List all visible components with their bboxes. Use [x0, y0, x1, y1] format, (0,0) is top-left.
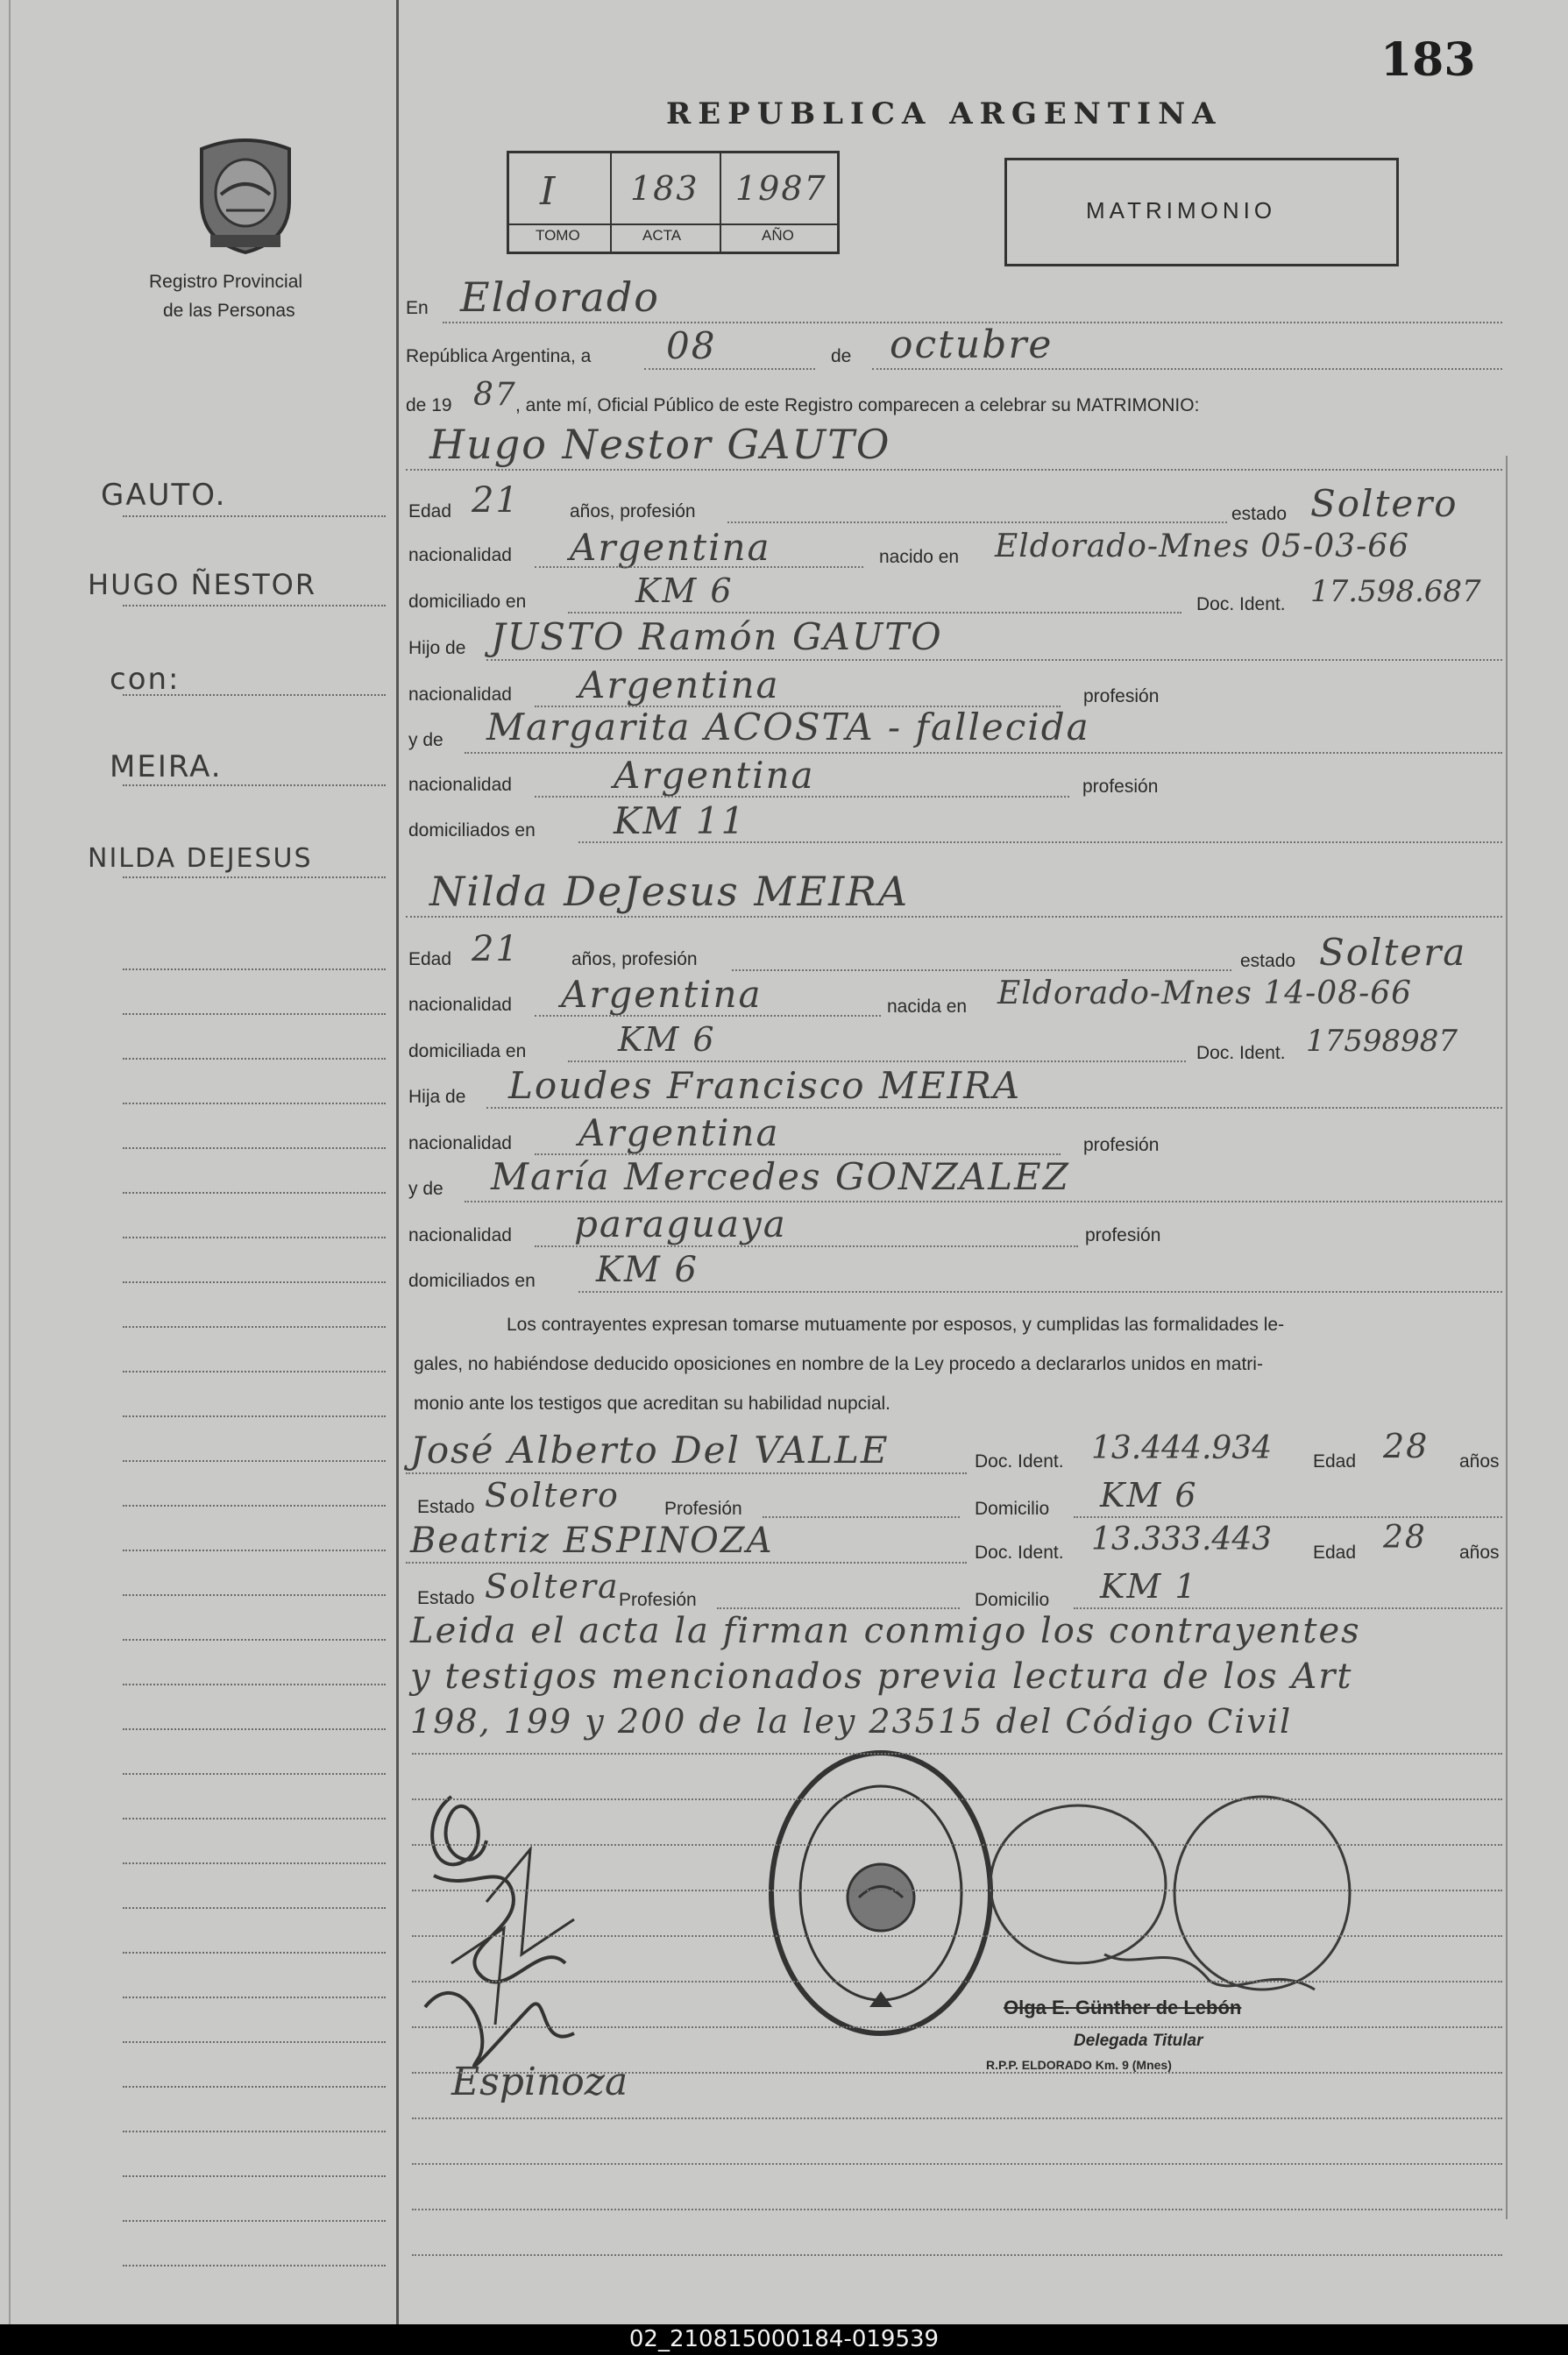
bride-estado-label: estado — [1240, 951, 1296, 971]
bride-nacionalidad: Argentina — [561, 973, 763, 1016]
witness2-edad-label: Edad — [1313, 1543, 1357, 1563]
declaration-line-1: Los contrayentes expresan tomarse mutuamente por esposos, y cumplidas las formalidades le- — [507, 1315, 1285, 1335]
margin-rule — [123, 1415, 386, 1417]
margin-note-bride-given-names: NILDA DEJESUS — [88, 843, 313, 874]
bride-doc-label: Doc. Ident. — [1196, 1043, 1286, 1063]
groom-padre-nac: Argentina — [578, 663, 780, 706]
groom-domiciliados-label: domiciliados en — [408, 820, 536, 841]
witness1-name: José Alberto Del VALLE — [410, 1429, 890, 1472]
groom-doc-label: Doc. Ident. — [1196, 594, 1286, 614]
witness1-edad-label: Edad — [1313, 1451, 1357, 1472]
closing-line-2: y testigos mencionados previa lectura de los Art — [410, 1656, 1353, 1697]
bride-domiciliada-label: domiciliada en — [408, 1041, 527, 1061]
margin-rule — [123, 1460, 386, 1462]
bride-padre: Loudes Francisco MEIRA — [508, 1064, 1022, 1107]
bride-madre-nac: paraguaya — [574, 1202, 787, 1245]
tomo-value: I — [540, 169, 557, 214]
anio-value: 1987 — [735, 169, 827, 208]
bride-profesion-label: profesión — [1083, 1135, 1160, 1155]
margin-rule — [123, 1550, 386, 1551]
margin-rule — [123, 1281, 386, 1283]
page-rule — [412, 1935, 1502, 1937]
margin-rule — [123, 1594, 386, 1596]
groom-y-de-label: y de — [408, 730, 443, 750]
de19-label: de 19 — [406, 395, 452, 415]
margin-rule — [123, 1192, 386, 1194]
witness2-domicilio-label: Domicilio — [975, 1590, 1050, 1610]
bride-doc: 17598987 — [1306, 1024, 1458, 1059]
record-number-box — [507, 151, 840, 254]
en-label: En — [406, 298, 429, 318]
margin-rule — [123, 1684, 386, 1685]
page-rule — [412, 2026, 1502, 2028]
acta-value: 183 — [630, 169, 699, 208]
margin-note-bride-surname: MEIRA. — [110, 749, 223, 784]
bride-nacionalidad-label: nacionalidad — [408, 995, 512, 1015]
right-border — [1506, 456, 1508, 2219]
groom-estado: Soltero — [1310, 482, 1458, 525]
tomo-label: TOMO — [536, 227, 580, 244]
groom-nacido: Eldorado-Mnes 05-03-66 — [995, 528, 1410, 564]
bride-hija-label: Hija de — [408, 1087, 466, 1107]
groom-edad: 21 — [472, 480, 520, 521]
margin-rule — [123, 2265, 386, 2266]
page-rule — [412, 2117, 1502, 2119]
margin-rule — [123, 1997, 386, 1998]
margin-rule — [123, 1237, 386, 1238]
declaration-line-3: monio ante los testigos que acreditan su habilidad nupcial. — [414, 1394, 891, 1414]
groom-nacionalidad: Argentina — [570, 526, 771, 569]
margin-rule — [123, 2175, 386, 2177]
province-coat-of-arms-icon — [193, 131, 298, 254]
groom-anos-profesion-label: años, profesión — [570, 501, 696, 521]
groom-madre-nac: Argentina — [614, 754, 815, 797]
witness2-profesion-label: Profesión — [619, 1590, 697, 1610]
margin-rule — [123, 1728, 386, 1730]
bride-edad-label: Edad — [408, 949, 452, 969]
margin-rule — [123, 1862, 386, 1864]
page-rule — [412, 1981, 1502, 1983]
margin-rule — [123, 1952, 386, 1954]
margin-rule — [123, 1818, 386, 1819]
bride-nacida: Eldorado-Mnes 14-08-66 — [997, 975, 1413, 1011]
margin-rule — [123, 2041, 386, 2043]
record-type: MATRIMONIO — [1086, 197, 1277, 223]
witness1-domicilio: KM 6 — [1100, 1476, 1198, 1514]
witness2-estado: Soltera — [485, 1567, 620, 1606]
page-rule — [412, 1890, 1502, 1891]
bride-madre-nac-label: nacionalidad — [408, 1225, 512, 1245]
margin-rule — [123, 1058, 386, 1060]
margin-rule — [123, 2086, 386, 2088]
bride-padre-nac: Argentina — [578, 1111, 780, 1154]
witness1-estado: Soltero — [485, 1476, 620, 1514]
witness2-estado-label: Estado — [417, 1588, 475, 1608]
day: 08 — [666, 324, 717, 367]
groom-estado-label: estado — [1231, 504, 1288, 524]
margin-rule — [123, 1639, 386, 1641]
page-rule — [412, 2209, 1502, 2210]
margin-rule — [123, 1773, 386, 1775]
bride-anos-profesion-label: años, profesión — [571, 949, 698, 969]
witness1-doc-label: Doc. Ident. — [975, 1451, 1064, 1472]
witness1-edad: 28 — [1383, 1427, 1430, 1465]
groom-domiciliados: KM 11 — [614, 799, 747, 842]
witness2-doc-label: Doc. Ident. — [975, 1543, 1064, 1563]
bride-profesion2-label: profesión — [1085, 1225, 1161, 1245]
witness1-estado-label: Estado — [417, 1497, 475, 1517]
declaration-line-2: gales, no habiéndose deducido oposiciones en nombre de la Ley procedo a declararlos unidos en matri- — [414, 1354, 1263, 1374]
official-title: Delegada Titular — [1074, 2032, 1203, 2050]
margin-rule — [123, 1326, 386, 1328]
office-line-2: de las Personas — [163, 301, 295, 321]
record-type-box — [1004, 158, 1399, 266]
witness2-domicilio: KM 1 — [1100, 1567, 1198, 1606]
witness2-name: Beatriz ESPINOZA — [410, 1521, 774, 1561]
office-line-1: Registro Provincial — [149, 272, 303, 292]
groom-name: Hugo Nestor GAUTO — [429, 421, 891, 468]
witness1-anos-label: años — [1459, 1451, 1500, 1472]
bride-domiciliados: KM 6 — [596, 1250, 699, 1290]
page-rule — [412, 2072, 1502, 2074]
witness2-anos-label: años — [1459, 1543, 1500, 1563]
comparecen-text: , ante mí, Oficial Público de este Registro comparecen a celebrar su MATRIMONIO: — [515, 395, 1200, 415]
de-label: de — [831, 346, 852, 366]
margin-note-con: con: — [110, 662, 181, 697]
margin-rule — [123, 1103, 386, 1104]
witness1-doc: 13.444.934 — [1091, 1430, 1273, 1466]
margin-note-surname: GAUTO. — [101, 478, 227, 513]
groom-nacionalidad-label: nacionalidad — [408, 545, 512, 565]
groom-profesion2-label: profesión — [1082, 777, 1159, 797]
official-office: R.P.P. ELDORADO Km. 9 (Mnes) — [986, 2058, 1172, 2072]
groom-profesion-label: profesión — [1083, 686, 1160, 706]
groom-edad-label: Edad — [408, 501, 452, 521]
anio-label: AÑO — [762, 227, 794, 244]
margin-rule — [123, 1907, 386, 1909]
groom-padre-nac-label: nacionalidad — [408, 685, 512, 705]
margin-note-given-names: HUGO ÑESTOR — [88, 568, 317, 601]
margin-rule — [123, 2131, 386, 2132]
groom-hijo-label: Hijo de — [408, 638, 466, 658]
groom-domicilio: KM 6 — [635, 571, 734, 610]
year-suffix: 87 — [473, 377, 517, 413]
bride-padre-nac-label: nacionalidad — [408, 1133, 512, 1153]
page-number: 183 — [1380, 33, 1476, 87]
month: octubre — [890, 323, 1054, 367]
official-name: Olga E. Günther de Lebón — [1004, 1997, 1242, 2018]
groom-madre-nac-label: nacionalidad — [408, 775, 512, 795]
bride-y-de-label: y de — [408, 1179, 443, 1199]
margin-rule — [123, 1147, 386, 1149]
groom-padre: JUSTO Ramón GAUTO — [491, 615, 943, 658]
page-rule — [412, 2163, 1502, 2165]
acta-label: ACTA — [642, 227, 682, 244]
margin-rule — [123, 1505, 386, 1507]
witness1-domicilio-label: Domicilio — [975, 1499, 1050, 1519]
city: Eldorado — [460, 273, 660, 321]
bride-domicilio: KM 6 — [618, 1020, 716, 1059]
republica-label: República Argentina, a — [406, 346, 592, 366]
bride-madre: María Mercedes GONZALEZ — [491, 1155, 1070, 1198]
bride-domiciliados-label: domiciliados en — [408, 1271, 536, 1291]
page-rule — [412, 1798, 1502, 1800]
margin-rule — [123, 2220, 386, 2222]
bride-nacida-label: nacida en — [887, 997, 968, 1017]
witness2-doc: 13.333.443 — [1091, 1522, 1273, 1557]
margin-rule — [123, 968, 386, 970]
groom-madre: Margarita ACOSTA - fallecida — [486, 706, 1090, 748]
country-title: REPUBLICA ARGENTINA — [666, 96, 1223, 131]
witness2-edad: 28 — [1383, 1520, 1427, 1556]
page-rule — [412, 1753, 1502, 1755]
witness-signature: Espinoza — [451, 2060, 628, 2104]
groom-domiciliado-label: domiciliado en — [408, 592, 527, 612]
closing-line-3: 198, 199 y 200 de la ley 23515 del Código Civil — [410, 1702, 1293, 1741]
groom-nacido-label: nacido en — [879, 547, 960, 567]
groom-doc: 17.598.687 — [1310, 574, 1481, 609]
scan-id-footer: 02_210815000184-019539 — [0, 2324, 1568, 2355]
bride-estado: Soltera — [1319, 931, 1467, 974]
bride-name: Nilda DeJesus MEIRA — [429, 868, 910, 915]
bride-edad: 21 — [472, 929, 520, 969]
page-edge — [9, 0, 11, 2324]
witness1-profesion-label: Profesión — [664, 1499, 742, 1519]
margin-rule — [123, 1371, 386, 1373]
registry-seal-stamp-icon — [763, 1744, 999, 2042]
closing-line-1: Leida el acta la firman conmigo los contrayentes — [410, 1611, 1361, 1651]
margin-rule — [123, 1013, 386, 1015]
page-rule — [412, 1844, 1502, 1846]
page-rule — [412, 2254, 1502, 2256]
